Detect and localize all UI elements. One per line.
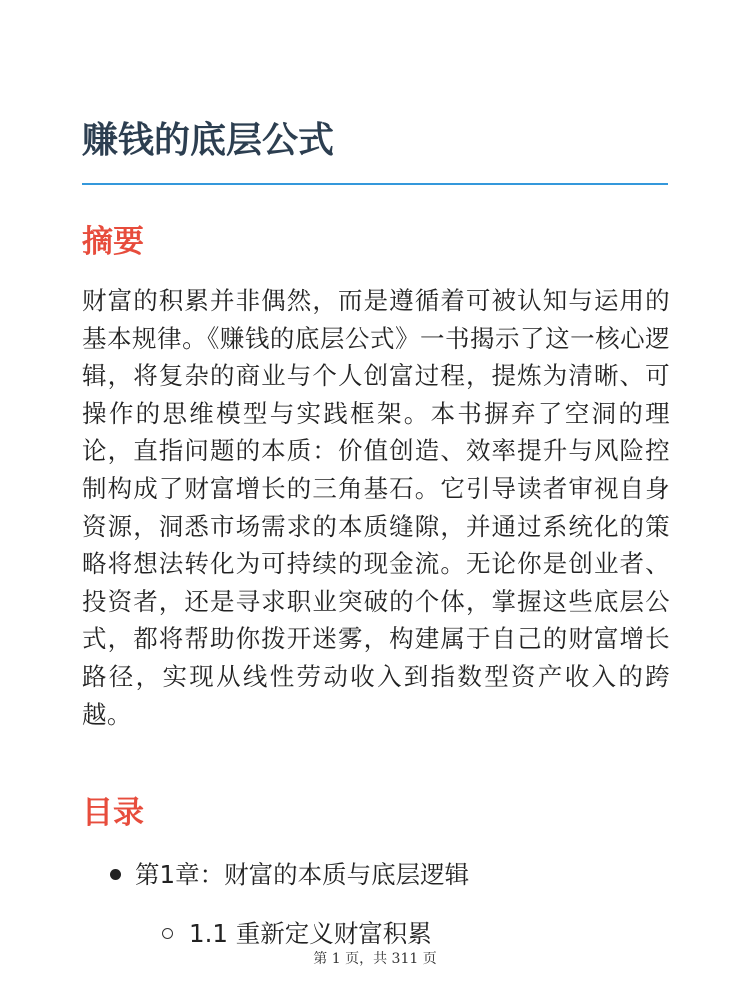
abstract-paragraph: 财富的积累并非偶然，而是遵循着可被认知与运用的基本规律。《赚钱的底层公式》一书揭示了这一核心逻辑，将复杂的商业与个人创富过程，提炼为清晰、可操作的思维模型与实践框架。本书摒弃了空洞的理论，直指问题的本质：价值创造、效率提升与风险控制构成了财富增长的三角基石。它引导读者审视自身资源，洞悉市场需求的本质缝隙，并通过系统化的策略将想法转化为可持续的现金流。无论你是创业者、投资者，还是寻求职业突破的个体，掌握这些底层公式，都将帮助你拨开迷雾，构建属于自己的财富增长路径，实现从线性劳动收入到指数型资产收入的跨越。 — [82, 286, 670, 729]
toc-item-chapter-1[interactable] — [110, 857, 469, 893]
bullet-circle-icon — [162, 928, 173, 939]
page-number-footer: 第 1 页，共 311 页 — [313, 951, 437, 967]
bullet-disc-icon — [110, 869, 121, 880]
title-divider — [82, 183, 668, 185]
abstract-heading: 摘要 — [82, 224, 144, 260]
document-title: 赚钱的底层公式 — [82, 120, 335, 161]
toc-heading: 目录 — [82, 795, 144, 831]
toc-item-label: 第1章：财富的本质与底层逻辑 — [135, 860, 470, 889]
toc-item-section-1-1[interactable] — [162, 916, 432, 952]
toc-item-label: 1.1 重新定义财富积累 — [189, 919, 432, 948]
